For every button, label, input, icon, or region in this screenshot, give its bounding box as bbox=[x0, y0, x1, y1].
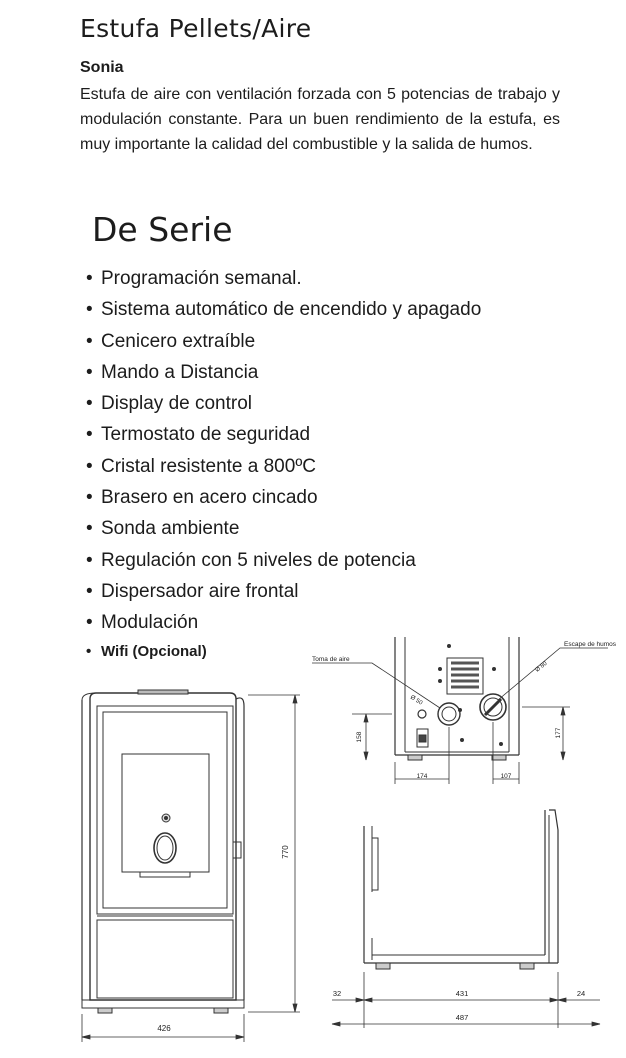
feature-item: • Brasero en acero cincado bbox=[86, 482, 481, 513]
feature-item: • Mando a Distancia bbox=[86, 357, 481, 388]
page-title: Estufa Pellets/Aire bbox=[80, 14, 312, 43]
bullet: • bbox=[86, 268, 93, 289]
dim-intake-offset: 174 bbox=[416, 773, 428, 780]
bullet: • bbox=[86, 361, 93, 383]
label-air-intake: Toma de aire bbox=[312, 656, 350, 663]
product-description: Estufa de aire con ventilación forzada con 5 potencias de trabajo y modulación constante. Para un buen rendimiento de la estufa, es muy importante la calidad del combustible y la salida de humos. bbox=[80, 86, 560, 153]
bullet: • bbox=[86, 393, 93, 415]
bullet: • bbox=[86, 612, 93, 634]
bullet: • bbox=[86, 642, 92, 660]
bullet: • bbox=[86, 424, 93, 446]
feature-item: • Regulación con 5 niveles de potencia bbox=[86, 545, 481, 576]
bullet: • bbox=[86, 455, 93, 477]
dim-intake-diameter: Ø 50 bbox=[408, 694, 424, 707]
feature-item: • Termostato de seguridad bbox=[86, 419, 481, 450]
dim-intake-height: 158 bbox=[356, 731, 363, 743]
standard-features-title: De Serie bbox=[92, 210, 233, 249]
dim-front-height: 770 bbox=[281, 845, 290, 859]
bullet: • bbox=[86, 330, 93, 352]
dim-side-depth-total: 487 bbox=[455, 1013, 469, 1022]
dim-exhaust-height: 177 bbox=[555, 727, 562, 739]
bullet: • bbox=[86, 549, 93, 571]
dim-front-width: 426 bbox=[157, 1024, 171, 1033]
front-dimension-lines bbox=[82, 695, 300, 1042]
dim-side-depth-body: 431 bbox=[455, 989, 469, 998]
dim-side-rear-offset: 32 bbox=[332, 989, 342, 998]
feature-item: • Display de control bbox=[86, 388, 481, 419]
bullet: • bbox=[86, 299, 93, 321]
feature-item-optional: • Wifi (Opcional) bbox=[86, 639, 481, 659]
front-view-drawing bbox=[82, 690, 244, 1013]
dim-exhaust-offset: 107 bbox=[500, 773, 512, 780]
label-smoke-exhaust: Escape de humos bbox=[564, 641, 617, 648]
feature-item: • Sonda ambiente bbox=[86, 513, 481, 544]
model-name: Sonia bbox=[80, 59, 124, 76]
dim-side-front-offset: 24 bbox=[576, 989, 586, 998]
feature-item: • Modulación bbox=[86, 607, 481, 638]
bullet: • bbox=[86, 580, 93, 602]
feature-item: • Cenicero extraíble bbox=[86, 326, 481, 357]
bullet: • bbox=[86, 487, 93, 509]
dim-exhaust-diameter: Ø 80 bbox=[534, 660, 549, 674]
feature-item: • Cristal resistente a 800ºC bbox=[86, 451, 481, 482]
bullet: • bbox=[86, 518, 93, 540]
feature-item: • Dispersador aire frontal bbox=[86, 576, 481, 607]
feature-item: • Programación semanal. bbox=[86, 263, 481, 294]
feature-item: • Sistema automático de encendido y apagado bbox=[86, 294, 481, 325]
side-view-drawing bbox=[364, 810, 558, 969]
